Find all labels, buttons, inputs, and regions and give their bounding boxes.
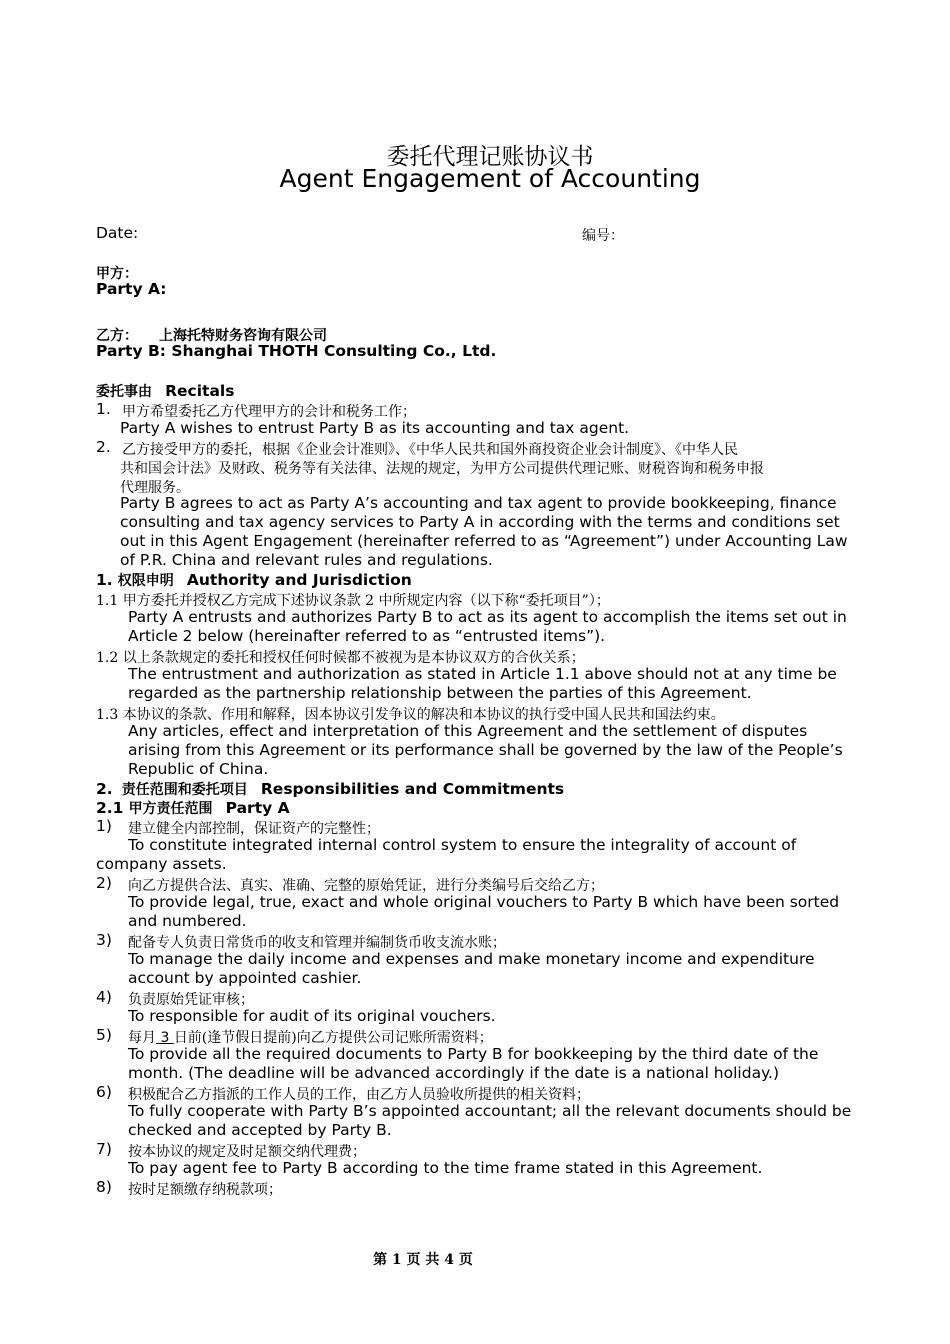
clause-1-1-en-line2: Article 2 below (hereinafter referred to as “entrusted items”). (128, 627, 606, 645)
clause-2-1-heading (96, 798, 290, 818)
party-b-en: Party B: Shanghai THOTH Consulting Co., Ltd. (96, 342, 497, 360)
item-1-num: 1) (96, 817, 112, 835)
recital-1-en: Party A wishes to entrust Party B as its accounting and tax agent. (120, 419, 630, 437)
section-2-num: 2. (96, 780, 113, 798)
item-2-en-line2: and numbered. (128, 912, 247, 930)
title-chinese: 委托代理记账协议书 (386, 144, 594, 170)
section-1-heading (96, 570, 412, 590)
item-5-zh (128, 1027, 493, 1047)
title-english: Agent Engagement of Accounting (279, 164, 701, 193)
item-7-en-line1: To pay agent fee to Party B according to the time frame stated in this Agreement. (128, 1159, 763, 1177)
clause-2-1-num: 2.1 (96, 799, 124, 817)
item-7-num: 7) (96, 1140, 112, 1158)
party-a-en: Party A: (96, 280, 167, 298)
item-3-en-line1: To manage the daily income and expenses and make monetary income and expenditure (128, 950, 815, 968)
item-6-num: 6) (96, 1083, 112, 1101)
item-2-num: 2) (96, 874, 112, 892)
page-number: 第 1 页 共 4 页 (373, 1252, 473, 1268)
item-4-en-line1: To responsible for audit of its original vouchers. (128, 1007, 496, 1025)
item-1-en-line1: To constitute integrated internal control system to ensure the integrality of account of (128, 836, 797, 854)
recital-2-en-line4: of P.R. China and relevant rules and regulations. (120, 551, 493, 569)
item-1-en-line2: company assets. (96, 855, 227, 873)
section-2-heading (96, 779, 564, 799)
clause-1-3-en-line3: Republic of China. (128, 760, 269, 778)
clause-1-3-zh: 1.3 本协议的条款、作用和解释，因本协议引发争议的解决和本协议的执行受中国人民共和国法约束。 (96, 707, 725, 723)
party-b-zh: 乙方： 上海托特财务咨询有限公司 (96, 328, 327, 344)
clause-2-1-en: Party A (225, 799, 290, 817)
item-5-zh-post: 日前(逢节假日提前)向乙方提供公司记账所需资料； (173, 1030, 493, 1046)
recitals-heading-en: Recitals (165, 382, 235, 400)
item-6-en-line1: To fully cooperate with Party B’s appointed accountant; all the relevant documents should be (128, 1102, 852, 1120)
clause-1-2-en-line1: The entrustment and authorization as stated in Article 1.1 above should not at any time be (128, 665, 837, 683)
item-2-zh: 向乙方提供合法、真实、准确、完整的原始凭证，进行分类编号后交给乙方； (128, 878, 604, 894)
item-8-num: 8) (96, 1178, 112, 1196)
section-2-heading-en: Responsibilities and Commitments (260, 780, 565, 798)
item-3-zh: 配备专人负责日常货币的收支和管理并编制货币收支流水账； (128, 935, 506, 951)
section-1-heading-en: Authority and Jurisdiction (186, 571, 412, 589)
date-label: Date: (96, 224, 139, 242)
recital-2-zh-line2: 共和国会计法》及财政、税务等有关法律、法规的规定，为甲方公司提供代理记账、财税咨询和税务申报 (120, 461, 764, 477)
item-5-en-line1: To provide all the required documents to Party B for bookkeeping by the third date of the (128, 1045, 819, 1063)
item-5-day-value: 3 (156, 1030, 174, 1046)
recitals-heading (96, 381, 234, 401)
item-3-en-line2: account by appointed cashier. (128, 969, 362, 987)
item-6-en-line2: checked and accepted by Party B. (128, 1121, 392, 1139)
item-7-zh: 按本协议的规定及时足额交纳代理费； (128, 1144, 366, 1160)
item-8-zh: 按时足额缴存纳税款项； (128, 1182, 282, 1198)
recital-1-num: 1. (96, 400, 111, 418)
item-5-en-line2: month. (The deadline will be advanced accordingly if the date is a national holiday.) (128, 1064, 779, 1082)
recital-2-zh-line1: 乙方接受甲方的委托，根据《企业会计准则》、《中华人民共和国外商投资企业会计制度》、《中华人民 (122, 442, 738, 458)
item-1-zh: 建立健全内部控制，保证资产的完整性； (128, 821, 380, 837)
item-4-num: 4) (96, 988, 112, 1006)
recital-2-en-line3: out in this Agent Engagement (hereinafter referred to as “Agreement”) under Accounting Law (120, 532, 848, 550)
clause-1-2-en-line2: regarded as the partnership relationship between the parties of this Agreement. (128, 684, 752, 702)
section-2-heading-zh: 责任范围和委托项目 (121, 782, 248, 798)
recital-2-en-line1: Party B agrees to act as Party A’s accounting and tax agent to provide bookkeeping, finance (120, 494, 837, 512)
recital-2-zh-line3: 代理服务。 (120, 480, 190, 496)
clause-1-3-en-line1: Any articles, effect and interpretation of this Agreement and the settlement of disputes (128, 722, 808, 740)
section-1-heading-zh: 权限申明 (117, 573, 174, 589)
party-a-zh: 甲方： (96, 266, 138, 282)
item-5-num: 5) (96, 1026, 112, 1044)
section-1-num: 1. (96, 571, 113, 589)
recital-2-num: 2. (96, 438, 111, 456)
item-5-zh-pre: 每月 (128, 1030, 156, 1046)
item-2-en-line1: To provide legal, true, exact and whole original vouchers to Party B which have been sorted (128, 893, 840, 911)
item-4-zh: 负责原始凭证审核； (128, 992, 254, 1008)
item-3-num: 3) (96, 931, 112, 949)
recital-2-en-line2: consulting and tax agency services to Party A in according with the terms and conditions set (120, 513, 840, 531)
recital-1-zh: 甲方希望委托乙方代理甲方的会计和税务工作； (122, 404, 416, 420)
clause-1-2-zh: 1.2 以上条款规定的委托和授权任何时候都不被视为是本协议双方的合伙关系； (96, 650, 585, 666)
clause-1-1-zh: 1.1 甲方委托并授权乙方完成下述协议条款 2 中所规定内容（以下称“委托项目”）； (96, 593, 610, 609)
recitals-heading-zh: 委托事由 (96, 384, 152, 400)
clause-1-3-en-line2: arising from this Agreement or its performance shall be governed by the law of the People’s (128, 741, 843, 759)
item-6-zh: 积极配合乙方指派的工作人员的工作，由乙方人员验收所提供的相关资料； (128, 1087, 590, 1103)
number-label: 编号： (582, 228, 624, 244)
clause-1-1-en-line1: Party A entrusts and authorizes Party B to act as its agent to accomplish the items set out in (128, 608, 847, 626)
clause-2-1-zh: 甲方责任范围 (128, 801, 213, 817)
